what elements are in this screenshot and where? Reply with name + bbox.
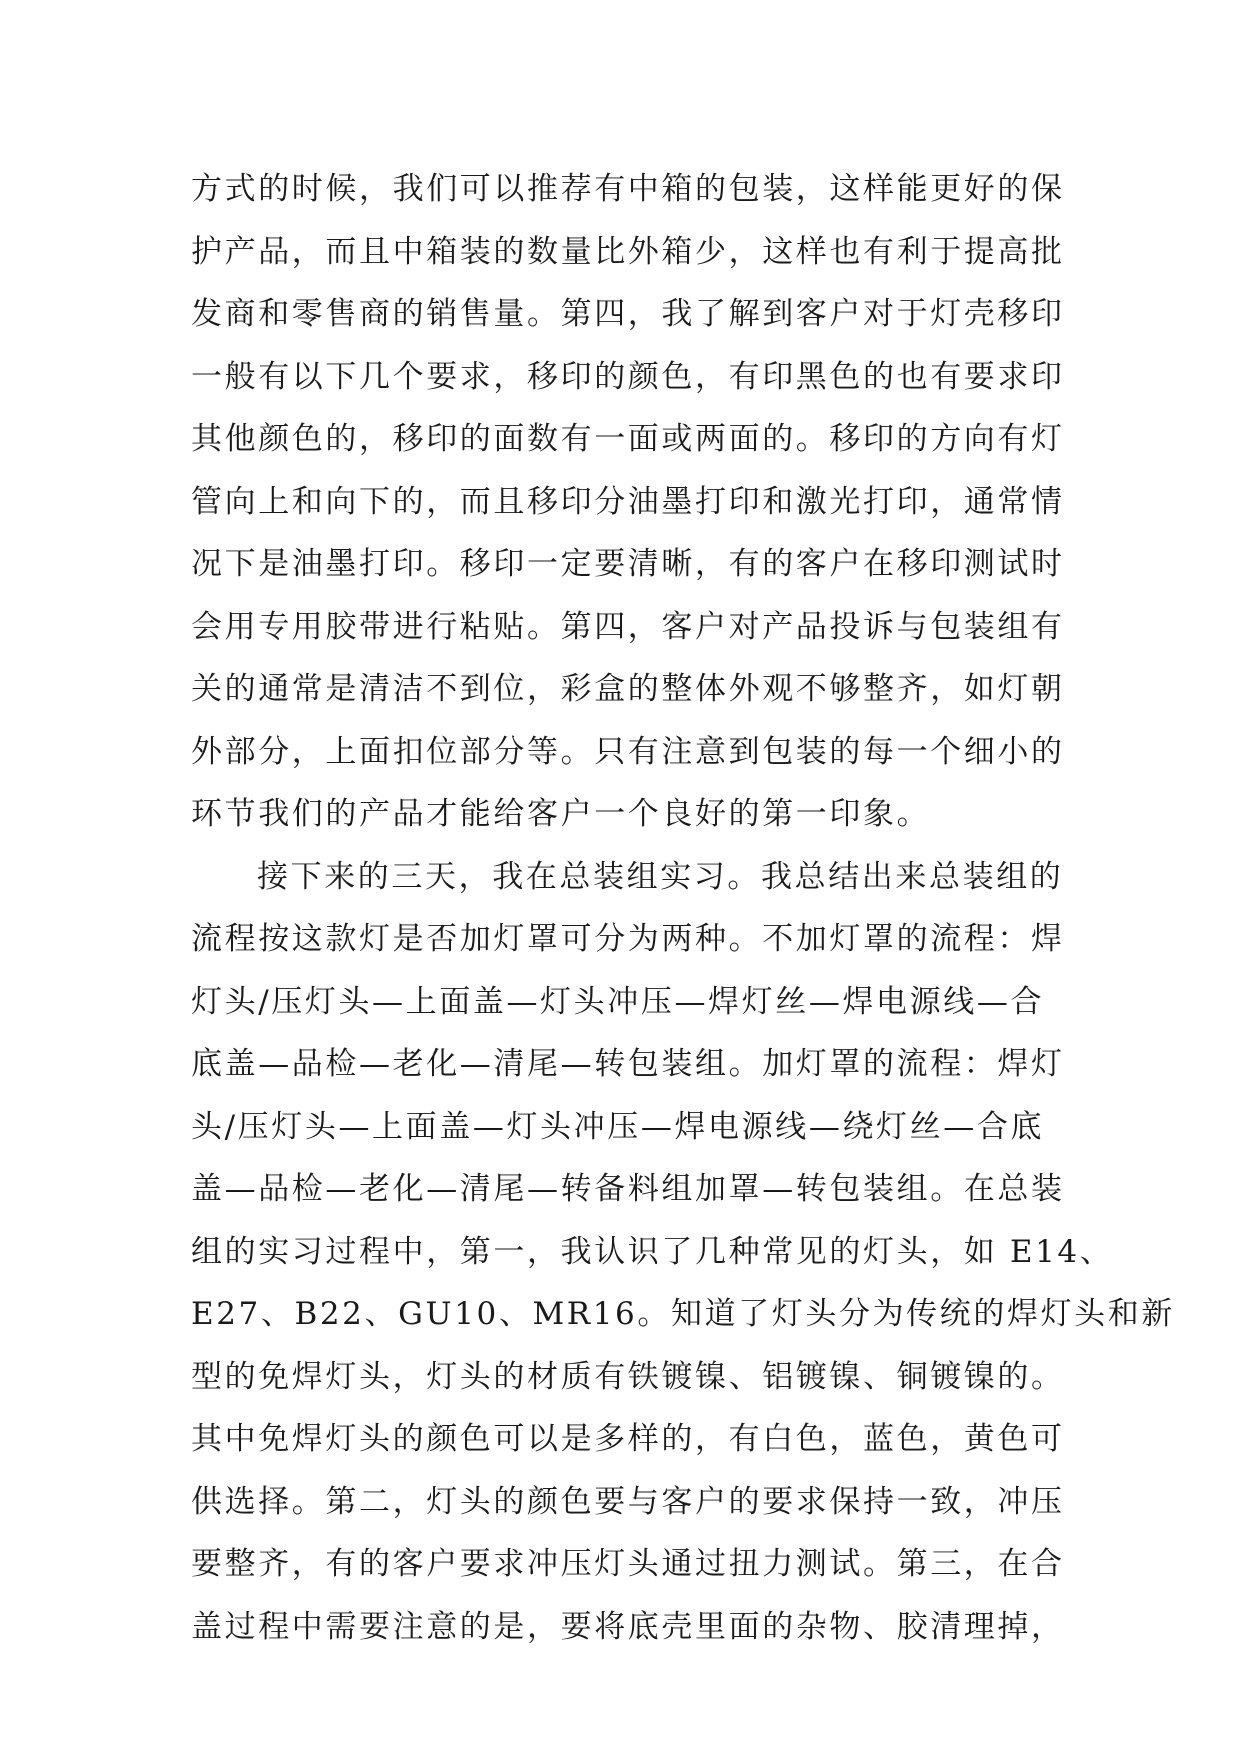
text-line: 关的通常是清洁不到位，彩盒的整体外观不够整齐，如灯朝 — [191, 671, 1065, 707]
text-line: 流程按这款灯是否加灯罩可分为两种。不加灯罩的流程：焊 — [191, 921, 1065, 957]
text-line: 盖过程中需要注意的是，要将底壳里面的杂物、胶清理掉， — [191, 1608, 1065, 1645]
text-line: 护产品，而且中箱装的数量比外箱少，这样也有利于提高批 — [191, 233, 1065, 270]
text-line: 型的免焊灯头，灯头的材质有铁镀镍、铝镀镍、铜镀镍的。 — [191, 1358, 1065, 1395]
text-line: 灯头/压灯头—上面盖—灯头冲压—焊灯丝—焊电源线—合 — [191, 983, 1045, 1020]
body-text — [191, 158, 1175, 1658]
text-line: 管向上和向下的，而且移印分油墨打印和激光打印，通常情 — [191, 483, 1065, 520]
text-line: 头/压灯头—上面盖—灯头冲压—焊电源线—绕灯丝—合底 — [191, 1108, 1045, 1145]
text-line: 一般有以下几个要求，移印的颜色，有印黑色的也有要求印 — [191, 358, 1065, 395]
text-line: 其中免焊灯头的颜色可以是多样的，有白色，蓝色，黄色可 — [191, 1421, 1065, 1457]
text-line: 外部分，上面扣位部分等。只有注意到包装的每一个细小的 — [191, 733, 1065, 770]
text-line: 盖—品检—老化—清尾—转备料组加罩—转包装组。在总装 — [191, 1171, 1065, 1207]
text-line: 发商和零售商的销售量。第四，我了解到客户对于灯壳移印 — [191, 296, 1065, 332]
paragraph-first-line: 接下来的三天，我在总装组实习。我总结出来总装组的 — [257, 858, 1064, 895]
text-line: 组的实习过程中，第一，我认识了几种常见的灯头，如 E14、 — [191, 1233, 1114, 1270]
text-line: E27、B22、GU10、MR16。知道了灯头分为传统的焊灯头和新 — [191, 1296, 1175, 1332]
text-line: 会用专用胶带进行粘贴。第四，客户对产品投诉与包装组有 — [191, 608, 1065, 645]
text-line: 况下是油墨打印。移印一定要清晰，有的客户在移印测试时 — [191, 546, 1065, 582]
text-line: 环节我们的产品才能给客户一个良好的第一印象。 — [191, 796, 931, 832]
text-line: 底盖—品检—老化—清尾—转包装组。加灯罩的流程：焊灯 — [191, 1046, 1065, 1082]
text-line: 其他颜色的，移印的面数有一面或两面的。移印的方向有灯 — [191, 421, 1065, 457]
text-line: 方式的时候，我们可以推荐有中箱的包装，这样能更好的保 — [191, 171, 1065, 207]
text-line: 要整齐，有的客户要求冲压灯头通过扭力测试。第三，在合 — [191, 1546, 1065, 1582]
text-line: 供选择。第二，灯头的颜色要与客户的要求保持一致，冲压 — [191, 1483, 1065, 1520]
